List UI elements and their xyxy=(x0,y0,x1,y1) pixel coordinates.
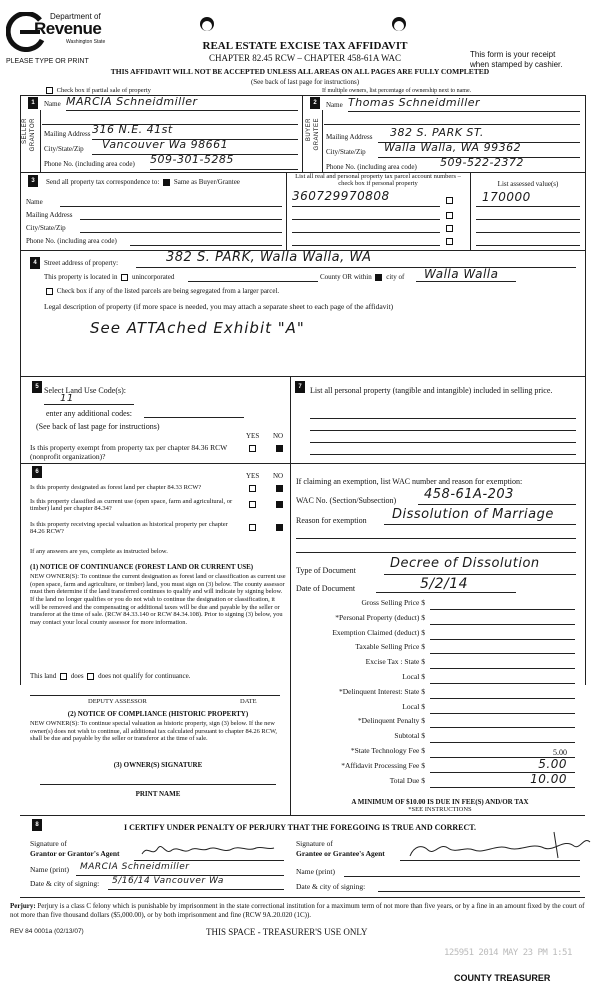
s6-q3-yes-checkbox[interactable] xyxy=(247,523,258,531)
parcel-number-value[interactable]: 360729970808 xyxy=(292,189,390,203)
segregated-row xyxy=(44,287,279,295)
fee-value[interactable]: 10.00 xyxy=(530,771,567,786)
fee-row xyxy=(300,717,575,730)
assessed-header: List assessed value(s) xyxy=(497,180,559,188)
notice2-title: (2) NOTICE OF COMPLIANCE (HISTORIC PROPERTY) xyxy=(67,710,249,718)
multiple-owners-note: If multiple owners, list percentage of ownership next to name. xyxy=(322,88,472,94)
dept-line1: Department of xyxy=(50,12,101,21)
fee-row xyxy=(300,771,575,790)
assessor-date-label: DATE xyxy=(240,698,257,705)
located-row xyxy=(44,273,174,281)
fee-label: *Personal Property (deduct) $ xyxy=(335,612,425,622)
unincorporated-checkbox[interactable] xyxy=(121,274,128,281)
s6-q2-yes-checkbox[interactable] xyxy=(247,500,258,508)
continuance-row xyxy=(30,672,190,680)
legal-desc-value[interactable]: See ATTAched Exhibit "A" xyxy=(90,319,305,337)
type-or-print: PLEASE TYPE OR PRINT xyxy=(6,58,89,65)
corr-phone-label: Phone No. (including area code) xyxy=(26,237,117,245)
owner-sig-label: (3) OWNER(S) SIGNATURE xyxy=(113,761,203,769)
exempt-no-checkbox[interactable] xyxy=(274,444,285,452)
fee-line xyxy=(430,668,575,669)
does-label: does xyxy=(70,672,84,680)
fee-label: Total Due $ xyxy=(389,775,425,785)
print-name-label: PRINT NAME xyxy=(135,790,181,798)
parcel-personal-checkbox-2[interactable] xyxy=(444,211,455,219)
section-1-side-label-1: SELLER xyxy=(22,118,28,145)
partial-sale-row xyxy=(44,87,151,94)
seller-city-label: City/State/Zip xyxy=(44,145,84,153)
grantee-sig-label-2: Grantee or Grantee's Agent xyxy=(296,849,385,858)
claiming-label: If claiming an exemption, list WAC number and reason for exemption: xyxy=(296,477,523,486)
fee-line xyxy=(430,727,575,728)
s6-no-header: NO xyxy=(273,472,284,480)
does-not-label: does not qualify for continuance. xyxy=(98,672,191,680)
section-2-side-label-2: GRANTEE xyxy=(314,118,320,151)
fee-label: *Affidavit Processing Fee $ xyxy=(341,760,425,770)
s6-q2-no-checkbox[interactable] xyxy=(274,500,285,508)
s6-q1-no-checkbox[interactable] xyxy=(274,484,285,492)
section-6-number: 6 xyxy=(32,466,42,478)
same-as-buyer-checkbox[interactable] xyxy=(163,179,170,186)
parcel-personal-checkbox-1[interactable] xyxy=(444,196,455,204)
form-warning: THIS AFFIDAVIT WILL NOT BE ACCEPTED UNLESS ALL AREAS ON ALL PAGES ARE FULLY COMPLETED xyxy=(110,67,490,76)
fee-line xyxy=(430,609,575,610)
fee-row xyxy=(300,673,575,686)
fee-line xyxy=(430,683,575,684)
fee-line xyxy=(430,698,575,699)
grantor-name-print-value[interactable]: MARCIA Schneidmiller xyxy=(80,862,190,872)
form-subtitle: CHAPTER 82.45 RCW – CHAPTER 458-61A WAC xyxy=(209,53,401,63)
seller-mailing-label: Mailing Address xyxy=(44,130,91,138)
seller-name-label: Name xyxy=(44,100,61,108)
grantor-name-print-label: Name (print) xyxy=(30,865,69,874)
s6-q1-yes-checkbox[interactable] xyxy=(247,484,258,492)
fee-line xyxy=(430,653,575,654)
buyer-phone-label: Phone No. (including area code) xyxy=(326,163,417,171)
notice1-body: NEW OWNER(S): To continue the current designation as forest land or classification as current use (open space, farm and agriculture, or timber) land, you must sign on (3) below. The county assessor must then determine if the land transferred continues to qualify and will indicate by signing below. If the land no longer qualifies or you do not wish to continue the designation or classification, it will be removed and the compensating or additional taxes will be due and payable by the seller or transferor at the time of sale. (RCW 84.33.140 or RCW 84.34.108). Prior to signing (3) below, you may contact your local county assessor for more information. xyxy=(30,573,286,627)
fee-row xyxy=(300,643,575,656)
buyer-city-label: City/State/Zip xyxy=(326,148,366,156)
corr-mailing-label: Mailing Address xyxy=(26,211,73,219)
located-in-label: This property is located in xyxy=(44,273,118,281)
fee-line xyxy=(430,787,575,788)
within-city-row xyxy=(320,273,404,281)
form-see-back: (See back of last page for instructions) xyxy=(250,78,360,86)
buyer-phone-value[interactable]: 509-522-2372 xyxy=(440,156,524,169)
parcel-header: List all real and personal property tax parcel account numbers – check box if personal property xyxy=(295,173,461,188)
seller-city-value[interactable]: Vancouver Wa 98661 xyxy=(102,138,229,151)
grantee-signature[interactable] xyxy=(404,828,594,864)
exempt-no-header: NO xyxy=(273,432,284,440)
s6-q3-no-checkbox[interactable] xyxy=(274,523,285,531)
dor-logo xyxy=(6,10,116,52)
doc-date-label: Date of Document xyxy=(296,584,356,593)
treasurer-use-label: THIS SPACE - TREASURER'S USE ONLY xyxy=(206,927,368,937)
send-correspondence-label: Send all property tax correspondence to: xyxy=(46,178,160,186)
seller-mailing-value[interactable]: 316 N.E. 41st xyxy=(92,123,173,136)
s6-yes-header: YES xyxy=(246,472,260,480)
receipt-note-2: when stamped by cashier. xyxy=(470,60,563,69)
perjury-block xyxy=(10,902,585,920)
unincorporated-label: unincorporated xyxy=(131,273,175,281)
county-treasurer-label: COUNTY TREASURER xyxy=(454,973,551,983)
perjury-text: Perjury is a class C felony which is punishable by imprisonment in the state correctional institution for a maximum term of not more than five years, or by a fine in an amount fixed by the court of not more than five thousand dollars ($5,000.00), or by both imprisonment and fine (RCW 9A.20.020 (1C)). xyxy=(10,902,585,919)
personal-property-label: List all personal property (tangible and intangible) included in selling price. xyxy=(310,386,553,395)
dept-line2: Revenue xyxy=(34,19,102,38)
fee-row xyxy=(300,599,575,612)
send-correspondence-row xyxy=(46,178,240,186)
doc-date-value[interactable]: 5/2/14 xyxy=(420,576,469,592)
land-see-back: (See back of last page for instructions) xyxy=(36,422,160,431)
exempt-question: Is this property exempt from property tax per chapter 84.36 RCW (nonprofit organization)? xyxy=(30,443,228,461)
street-label: Street address of property: xyxy=(44,259,119,267)
reason-label: Reason for exemption xyxy=(296,516,367,525)
grantor-sig-label-1: Signature of xyxy=(30,839,67,848)
notice1-title: (1) NOTICE OF CONTINUANCE (FOREST LAND OR CURRENT USE) xyxy=(30,563,254,571)
segregated-label: Check box if any of the listed parcels are being segregated from a larger parcel. xyxy=(56,287,280,295)
dept-line3: Washington State xyxy=(66,39,106,45)
grantee-sig-label-1: Signature of xyxy=(296,839,333,848)
s6-q1: Is this property designated as forest land per chapter 84.33 RCW? xyxy=(30,484,202,491)
seller-name-value[interactable]: MARCIA Schneidmiller xyxy=(66,95,198,108)
grantee-date-city-label: Date & city of signing: xyxy=(296,882,366,891)
rev-number: REV 84 0001a (02/13/07) xyxy=(10,928,84,935)
does-checkbox[interactable] xyxy=(60,673,67,680)
section-4-number: 4 xyxy=(30,257,40,269)
fee-value[interactable]: 5.00 xyxy=(538,757,567,771)
legal-desc-label: Legal description of property (if more space is needed, you may attach a separate sheet to each page of the affidavit) xyxy=(44,302,394,311)
grantor-date-city-label: Date & city of signing: xyxy=(30,879,100,888)
exempt-yes-checkbox[interactable] xyxy=(247,444,258,452)
fee-row xyxy=(300,688,575,701)
fee-value[interactable]: 5.00 xyxy=(553,747,567,757)
perjury-label: Perjury: xyxy=(10,902,36,910)
buyer-mailing-value[interactable]: 382 S. PARK ST. xyxy=(390,126,484,139)
same-as-buyer-label: Same as Buyer/Grantee xyxy=(173,178,240,186)
city-of-label: city of xyxy=(386,273,405,281)
doc-type-value[interactable]: Decree of Dissolution xyxy=(390,556,540,571)
segregated-checkbox[interactable] xyxy=(46,288,53,295)
section-1-number: 1 xyxy=(28,97,38,109)
section-2-side-label-1: BUYER xyxy=(306,118,312,142)
section-2-number: 2 xyxy=(310,97,320,109)
fee-row xyxy=(300,614,575,627)
seller-phone-label: Phone No. (including area code) xyxy=(44,160,135,168)
fee-row xyxy=(300,658,575,671)
deputy-assessor-label: DEPUTY ASSESSOR xyxy=(88,698,147,705)
grantee-name-print-label: Name (print) xyxy=(296,867,335,876)
section-8-number: 8 xyxy=(32,819,42,831)
fee-label: Excise Tax : State $ xyxy=(365,657,425,667)
form-title: REAL ESTATE EXCISE TAX AFFIDAVIT xyxy=(202,40,408,52)
city-of-value[interactable]: Walla Walla xyxy=(424,267,499,281)
does-not-checkbox[interactable] xyxy=(87,673,94,680)
additional-codes-label: enter any additional codes: xyxy=(46,409,132,418)
fee-row xyxy=(300,629,575,642)
section-3-number: 3 xyxy=(28,175,38,187)
partial-sale-checkbox[interactable] xyxy=(46,87,53,94)
partial-sale-label: Check box if partial sale of property xyxy=(56,87,151,94)
fee-row xyxy=(300,703,575,716)
fee-note-minimum: A MINIMUM OF $10.00 IS DUE IN FEE(S) AND/OR TAX xyxy=(351,798,529,806)
section-1-side-label-2: GRANTOR xyxy=(30,118,36,152)
fee-label: Gross Selling Price $ xyxy=(361,598,425,607)
grantor-date-city-value[interactable]: 5/16/14 Vancouver Wa xyxy=(112,876,224,886)
fee-label: *Delinquent Interest: State $ xyxy=(338,686,425,696)
seller-phone-value[interactable]: 509-301-5285 xyxy=(150,153,234,166)
county-or-within-label: County OR within xyxy=(320,273,372,281)
street-value[interactable]: 382 S. PARK, Walla Walla, WA xyxy=(166,250,372,265)
treasurer-stamp: 125951 2014 MAY 23 PM 1:51 xyxy=(444,948,572,958)
parcel-personal-checkbox-3[interactable] xyxy=(444,224,455,232)
this-land-label: This land xyxy=(30,672,57,680)
corr-city-label: City/State/Zip xyxy=(26,224,66,232)
wac-label: WAC No. (Section/Subsection) xyxy=(296,496,397,505)
s6-q2: Is this property classified as current use (open space, farm and agricultural, or timber) land per chapter 84.34? xyxy=(30,498,233,513)
fee-label: *State Technology Fee $ xyxy=(350,746,425,755)
grantor-sig-label-2: Grantor or Grantor's Agent xyxy=(30,849,120,858)
fee-line xyxy=(430,713,575,714)
notice2-body: NEW OWNER(S): To continue special valuation as historic property, sign (3) below. If the new owner(s) does not wish to continue, all additional tax calculated pursuant to chapter 84.26 RCW, shall be due and payable by the seller or transferor at the time of sale. xyxy=(30,720,277,743)
wac-value[interactable]: 458-61A-203 xyxy=(424,487,514,502)
select-land-label: Select Land Use Code(s): xyxy=(44,386,126,395)
fee-line xyxy=(430,742,575,743)
reason-value[interactable]: Dissolution of Marriage xyxy=(392,507,554,522)
fee-label: *Delinquent Penalty $ xyxy=(357,716,425,726)
parcel-personal-checkbox-4[interactable] xyxy=(444,237,455,245)
exempt-yes-header: YES xyxy=(246,432,260,440)
fee-row xyxy=(300,732,575,745)
fee-label: Local $ xyxy=(402,701,425,711)
corr-name-label: Name xyxy=(26,198,43,206)
certify-statement: I CERTIFY UNDER PENALTY OF PERJURY THAT THE FOREGOING IS TRUE AND CORRECT. xyxy=(124,823,477,832)
fee-row xyxy=(300,747,575,760)
land-code-value[interactable]: 11 xyxy=(60,393,74,404)
receipt-note-1: This form is your receipt xyxy=(470,50,556,59)
punch-hole-right xyxy=(390,14,408,34)
buyer-name-label: Name xyxy=(326,101,343,109)
within-city-checkbox[interactable] xyxy=(375,274,382,281)
section-7-number: 7 xyxy=(295,381,305,393)
assessed-value[interactable]: 170000 xyxy=(482,190,531,204)
section-5-number: 5 xyxy=(32,381,42,393)
buyer-mailing-label: Mailing Address xyxy=(326,133,373,141)
fee-label: Taxable Selling Price $ xyxy=(355,642,425,652)
doc-type-label: Type of Document xyxy=(296,566,356,575)
grantor-signature[interactable] xyxy=(138,840,288,862)
buyer-city-value[interactable]: Walla Walla, WA 99362 xyxy=(384,141,522,154)
buyer-name-value[interactable]: Thomas Schneidmiller xyxy=(348,96,481,109)
fee-label: Exemption Claimed (deduct) $ xyxy=(332,627,425,637)
s6-q3: Is this property receiving special valuation as historical property per chapter 84.26 RCW? xyxy=(30,521,228,536)
fee-label: Local $ xyxy=(402,672,425,681)
fee-note-instructions: *SEE INSTRUCTIONS xyxy=(408,806,472,813)
fee-line xyxy=(430,639,575,640)
s6-if-yes: If any answers are yes, complete as instructed below. xyxy=(30,548,168,555)
fee-line xyxy=(430,624,575,625)
punch-hole-left xyxy=(198,14,216,34)
fee-label: Subtotal $ xyxy=(394,731,425,741)
